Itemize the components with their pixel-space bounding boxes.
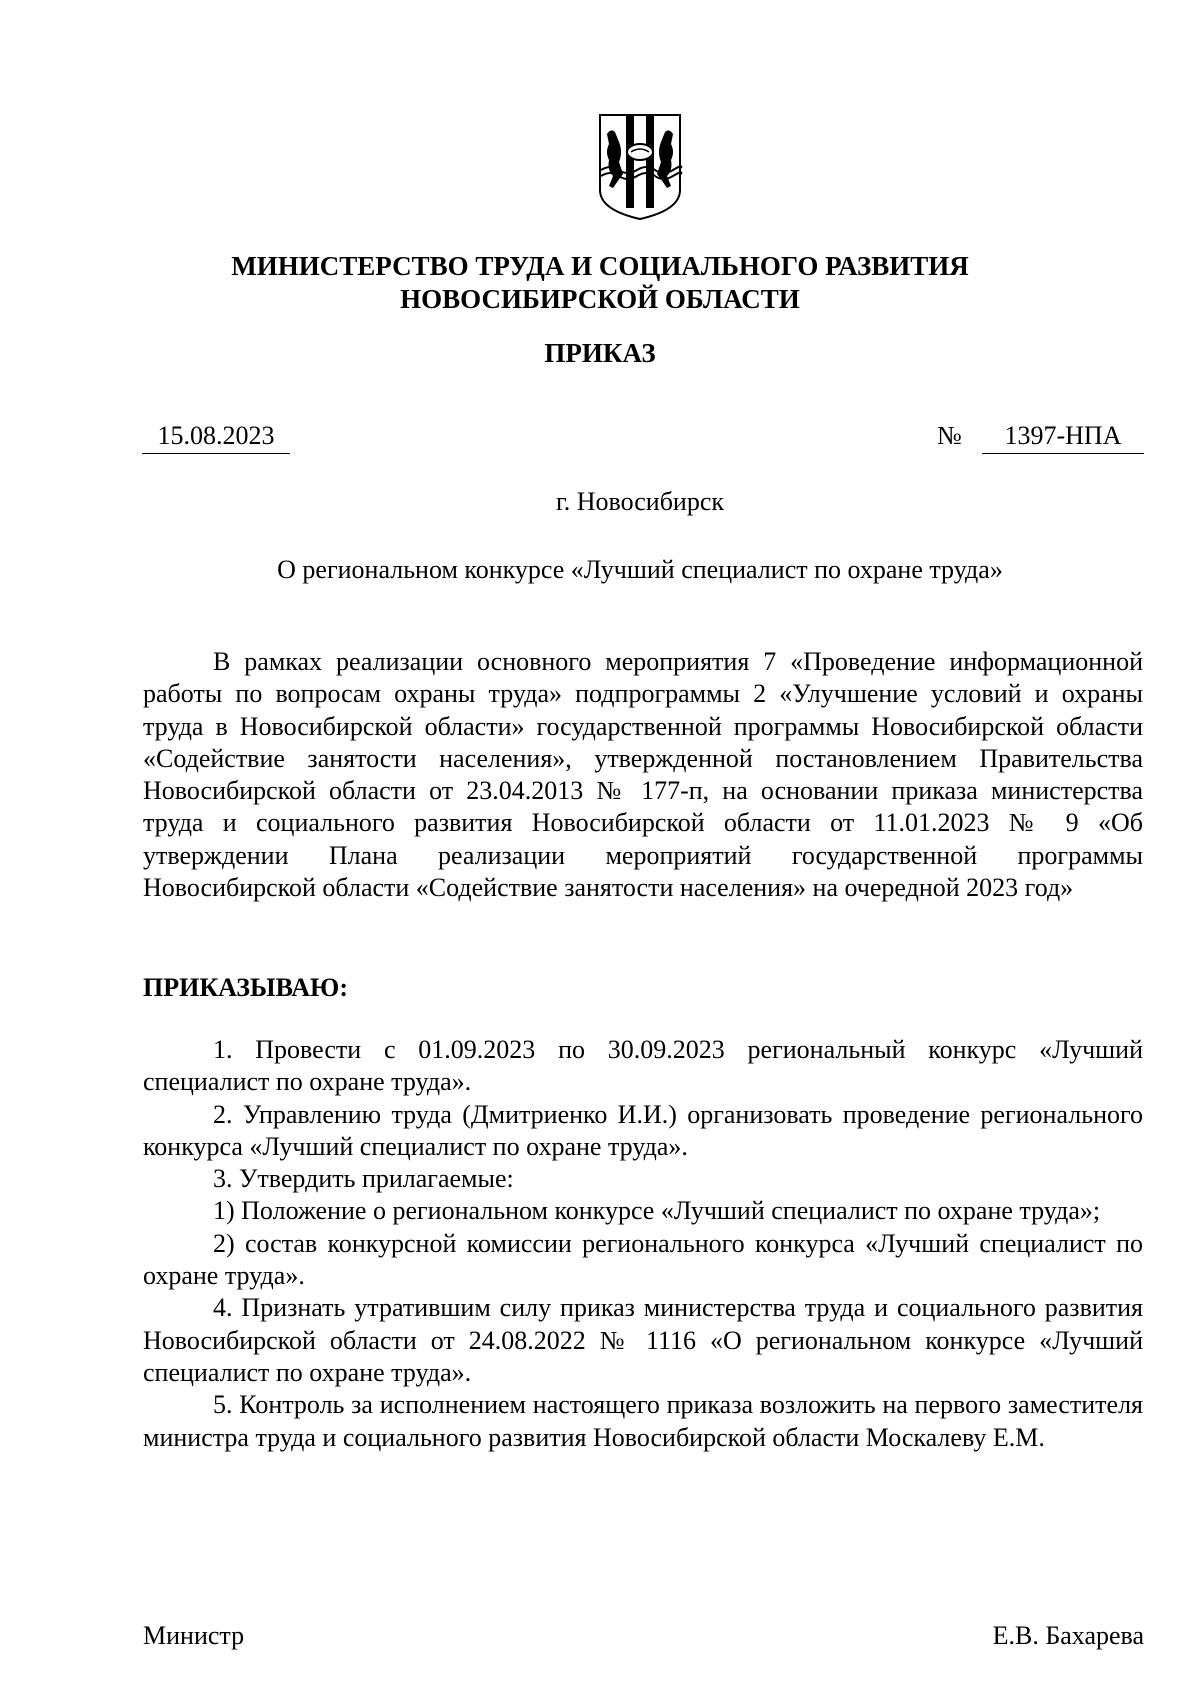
order-item-1: 1. Провести с 01.09.2023 по 30.09.2023 региональный конкурс «Лучший специалист по охране труда». <box>143 1035 1143 1097</box>
preamble-paragraph: В рамках реализации основного мероприятия 7 «Проведение информационной работы по вопросам охраны труда» подпрограммы 2 «Улучшение условий и охраны труда в Новосибирской области» государственной программы Новосибирской области «Содействие занятости населения», утвержденной постановлением Правительства Новосибирской области от 23.04.2013 № 177-п, на основании приказа министерства труда и социального развития Новосибирской области от 11.01.2023 № 9 «Об утверждении Плана реализации мероприятий государственной программы Новосибирской области «Содействие занятости населения» на очередной 2023 год» <box>143 647 1143 903</box>
ministry-title-line-2: НОВОСИБИРСКОЙ ОБЛАСТИ <box>400 284 800 314</box>
coat-of-arms-icon <box>597 112 683 222</box>
order-subject: О региональном конкурсе «Лучший специалист по охране труда» <box>277 555 1003 584</box>
signatory-name: Е.В. Бахарева <box>992 1621 1144 1650</box>
preamble <box>143 646 1143 904</box>
order-heading: ПРИКАЗЫВАЮ: <box>143 973 348 1002</box>
order-number: 1397-НПА <box>982 420 1144 454</box>
ministry-title-line-1: МИНИСТЕРСТВО ТРУДА И СОЦИАЛЬНОГО РАЗВИТИЯ <box>231 251 969 281</box>
order-item-5: 5. Контроль за исполнением настоящего приказа возложить на первого заместителя министра труда и социального развития Новосибирской области Москалеву Е.М. <box>143 1390 1143 1452</box>
order-item-2: 2. Управлению труда (Дмитриенко И.И.) организовать проведение регионального конкурса «Лучший специалист по охране труда». <box>143 1099 1143 1161</box>
order-item-3-2: 2) состав конкурсной комиссии регионального конкурса «Лучший специалист по охране труда». <box>143 1228 1143 1291</box>
order-item-4: 4. Признать утратившим силу приказ министерства труда и социального развития Новосибирской области от 24.08.2022 № 1116 «О региональном конкурсе «Лучший специалист по охране труда». <box>143 1293 1143 1387</box>
order-items <box>143 1034 1143 1454</box>
order-item-3: 3. Утвердить прилагаемые: <box>213 1164 514 1194</box>
order-number-label: № <box>937 421 962 450</box>
order-item-3-1: 1) Положение о региональном конкурсе «Лучший специалист по охране труда»; <box>213 1196 1101 1226</box>
signatory-title: Министр <box>143 1621 245 1650</box>
ministry-title <box>140 250 1060 316</box>
order-date: 15.08.2023 <box>142 420 290 454</box>
city: г. Новосибирск <box>555 487 725 516</box>
document-type: ПРИКАЗ <box>544 338 656 368</box>
